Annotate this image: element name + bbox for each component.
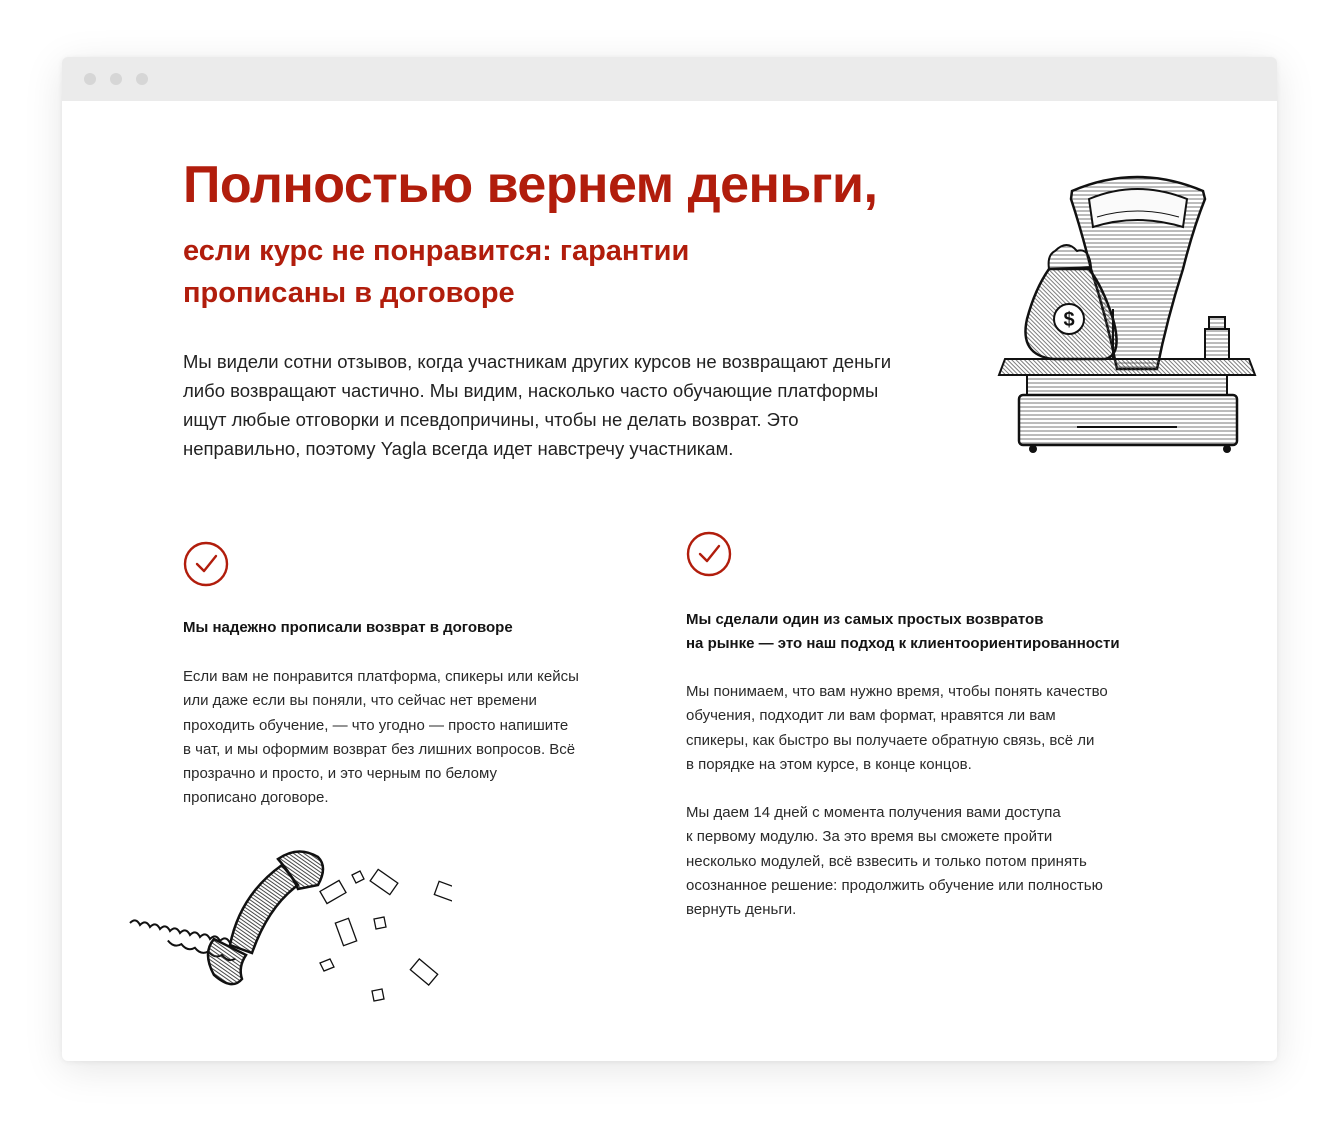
window-dot-icon [136,73,148,85]
window-dot-icon [110,73,122,85]
check-circle-icon [686,531,732,577]
check-circle-icon [183,541,229,587]
scale-illustration [997,169,1259,459]
phone-illustration [122,845,452,1010]
intro-paragraph: Мы видели сотни отзывов, когда участникам других курсов не возвращают деньги либо возвращают частично. Мы видим, насколько часто обучающие платформы ищут любые отговорки и псевдопричины, чтобы не делать возврат. Это неправильно, поэтому Yagla всегда идет навстречу участникам. [183,351,892,459]
page-title: Полностью вернем деньги, [183,156,878,214]
feature-body-secondary: Мы даем 14 дней с момента получения вами доступа к первому модулю. За это время вы сможете пройти несколько модулей, всё взвесить и только потом принять осознанное решение: продолжить обучение или полностью вернуть деньги. [686,804,1103,919]
feature-title: Мы сделали один из самых простых возвратов на рынке — это наш подход к клиентоориентированности [686,611,1120,652]
feature-body: Если вам не понравится платформа, спикеры или кейсы или даже если вы поняли, что сейчас нет времени проходить обучение, — что угодно — просто напишите в чат, и мы оформим возврат без лишних вопросов. Всё прозрачно и просто, и это черным по белому прописано договоре. [183,668,579,807]
svg-text:$: $ [1063,309,1075,331]
feature-title: Мы надежно прописали возврат в договоре [183,619,513,636]
browser-window [62,57,1277,1061]
feature-body: Мы понимаем, что вам нужно время, чтобы понять качество обучения, подходит ли вам формат, нравятся ли вам спикеры, как быстро вы получаете обратную связь, всё ли в порядке на этом курсе, в конце концов. [686,683,1108,773]
window-dot-icon [84,73,96,85]
window-titlebar [62,57,1277,101]
page-subtitle: если курс не понравится: гарантии прописаны в договоре [183,235,690,309]
